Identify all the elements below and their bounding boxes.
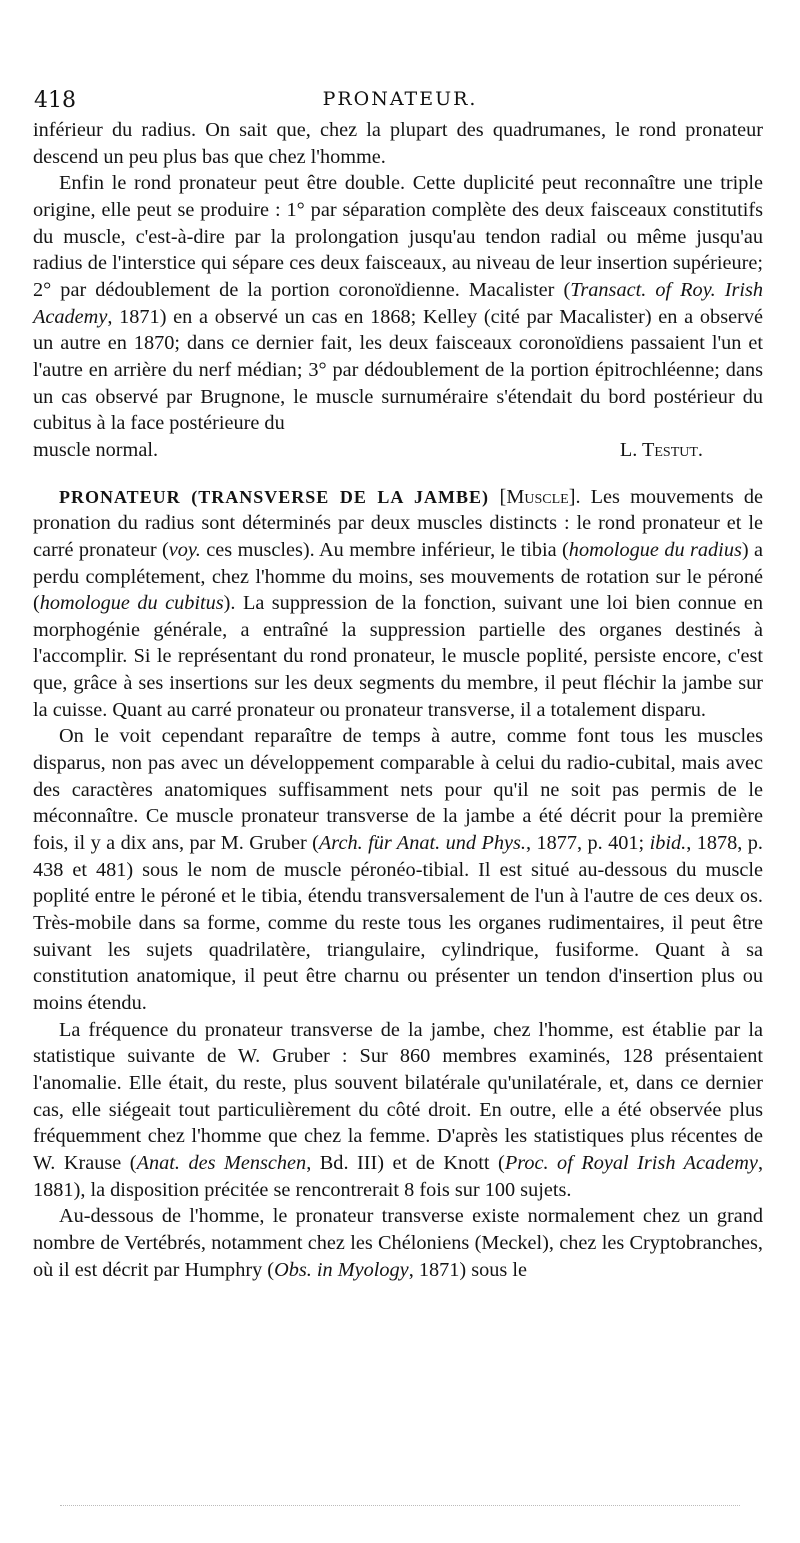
paragraph: La fréquence du pronateur transverse de la jambe, chez l'homme, est établie par la statistique suivante de W. Gruber : Sur 860 membres examinés, 128 présentaient l'anomalie. Elle était, du reste, plus souvent bilatérale qu'unilatérale, et, dans ce dernier cas, elle siégeait tout particulièrement du côté droit. En outre, elle a été observée plus fréquemment chez l'homme que chez la femme. D'après les statistiques plus récentes de W. Krause (Anat. des Menschen, Bd. III) et de Knott (Proc. of Royal Irish Academy, 1881), la disposition précitée se rencontrerait 8 fois sur 100 sujets. [33, 1018, 764, 1201]
citation: Anat. des Menschen [136, 1151, 307, 1174]
article-title: PRONATEUR (TRANSVERSE DE LA JAMBE [59, 486, 482, 507]
article-category: Muscle [506, 485, 569, 508]
paragraph: On le voit cependant reparaître de temps à autre, comme font tous les muscles disparus, non pas avec un développement comparable à celui du radio-cubital, mais avec des caractères anatomiques suffisamment nets pour qu'il ne soit pas permis de le méconnaître. Ce muscle pronateur transverse de la jambe a été décrit pour la première fois, il y a dix ans, par M. Gruber (Arch. für Anat. und Phys., 1877, p. 401; ibid., 1878, p. 438 et 481) sous le nom de muscle péronéo-tibial. Il est situé au-dessous du muscle poplité entre le péroné et le tibia, étendu transversalement de l'un à l'autre de ces deux os. Très-mobile dans sa forme, comme du reste tous les organes rudimentaires, il peut être suivant les sujets quadrilatère, triangulaire, cylindrique, fusiforme. Quant à sa constitution anatomique, il peut être charnu ou présenter un tendon d'insertion plus ou moins étendu. [33, 725, 764, 1014]
citation: Proc. of Royal Irish Academy [504, 1151, 758, 1174]
paragraph: inférieur du radius. On sait que, chez la plupart des quadrumanes, le rond pronateur descend un peu plus bas que chez l'homme. [33, 119, 763, 168]
signature-line [33, 437, 763, 464]
citation: Obs. in Myology [274, 1258, 409, 1281]
paragraph: Enfin le rond pronateur peut être double. Cette duplicité peut reconnaître une triple origine, elle peut se produire : 1° par séparation complète des deux faisceaux constitutifs du muscle, c'est-à-dire par la prolongation jusqu'au tendon radial ou même jusqu'au radius de l'interstice qui sépare ces deux faisceaux, au niveau de leur insertion supérieure; 2° par dédoublement de la portion coronoïdienne. Macalister (Transact. of Roy. Irish Academy, 1871) en a observé un cas en 1868; Kelley (cité par Macalister) en a observé un autre en 1870; dans ce dernier fait, les deux faisceaux coronoïdiens passaient l'un et l'autre en arrière du nerf médian; 3° par dédoublement de la portion épitrochléenne; dans un cas observé par Brugnone, le muscle surnuméraire s'étendait du bord postérieur du cubitus à la face postérieure du [33, 172, 764, 435]
page-header [34, 88, 766, 118]
article-intro: PRONATEUR (TRANSVERSE DE LA JAMBE) [Muscle]. Les mouvements de pronation du radius sont déterminés par deux muscles distincts : le rond pronateur et le carré pronateur (voy. ces muscles). Au membre inférieur, le tibia (homologue du radius) a perdu complétement, chez l'homme du moins, ses mouvements de rotation sur le péroné (homologue du cubitus). La suppression de la fonction, suivant une loi bien connue en morphogénie générale, a entraîné la suppression partielle des organes destinés à l'accomplir. Si le représentant du rond pronateur, le muscle poplité, persiste encore, c'est que, grâce à ses insertions sur les deux segments du membre, il peut fléchir la jambe sur la cuisse. Quant au carré pronateur ou pronateur transverse, il a totalement disparu. [33, 485, 764, 721]
page-body [33, 117, 763, 1283]
author-signature: L. Testut. [619, 438, 703, 461]
citation: Arch. für Anat. und Phys. [318, 832, 526, 855]
section-gap [33, 464, 763, 484]
citation: Transact. of Roy. Irish Academy [33, 278, 764, 328]
footer-rule [60, 1505, 740, 1506]
paragraph: Au-dessous de l'homme, le pronateur transverse existe normalement chez un grand nombre de Vertébrés, notamment chez les Chéloniens (Meckel), chez les Cryptobranches, où il est décrit par Humphry (Obs. in Myology, 1871) sous le [33, 1205, 763, 1281]
page-number: 418 [34, 88, 76, 113]
paragraph-end: muscle normal. [33, 438, 159, 461]
running-head: PRONATEUR. [322, 88, 478, 110]
